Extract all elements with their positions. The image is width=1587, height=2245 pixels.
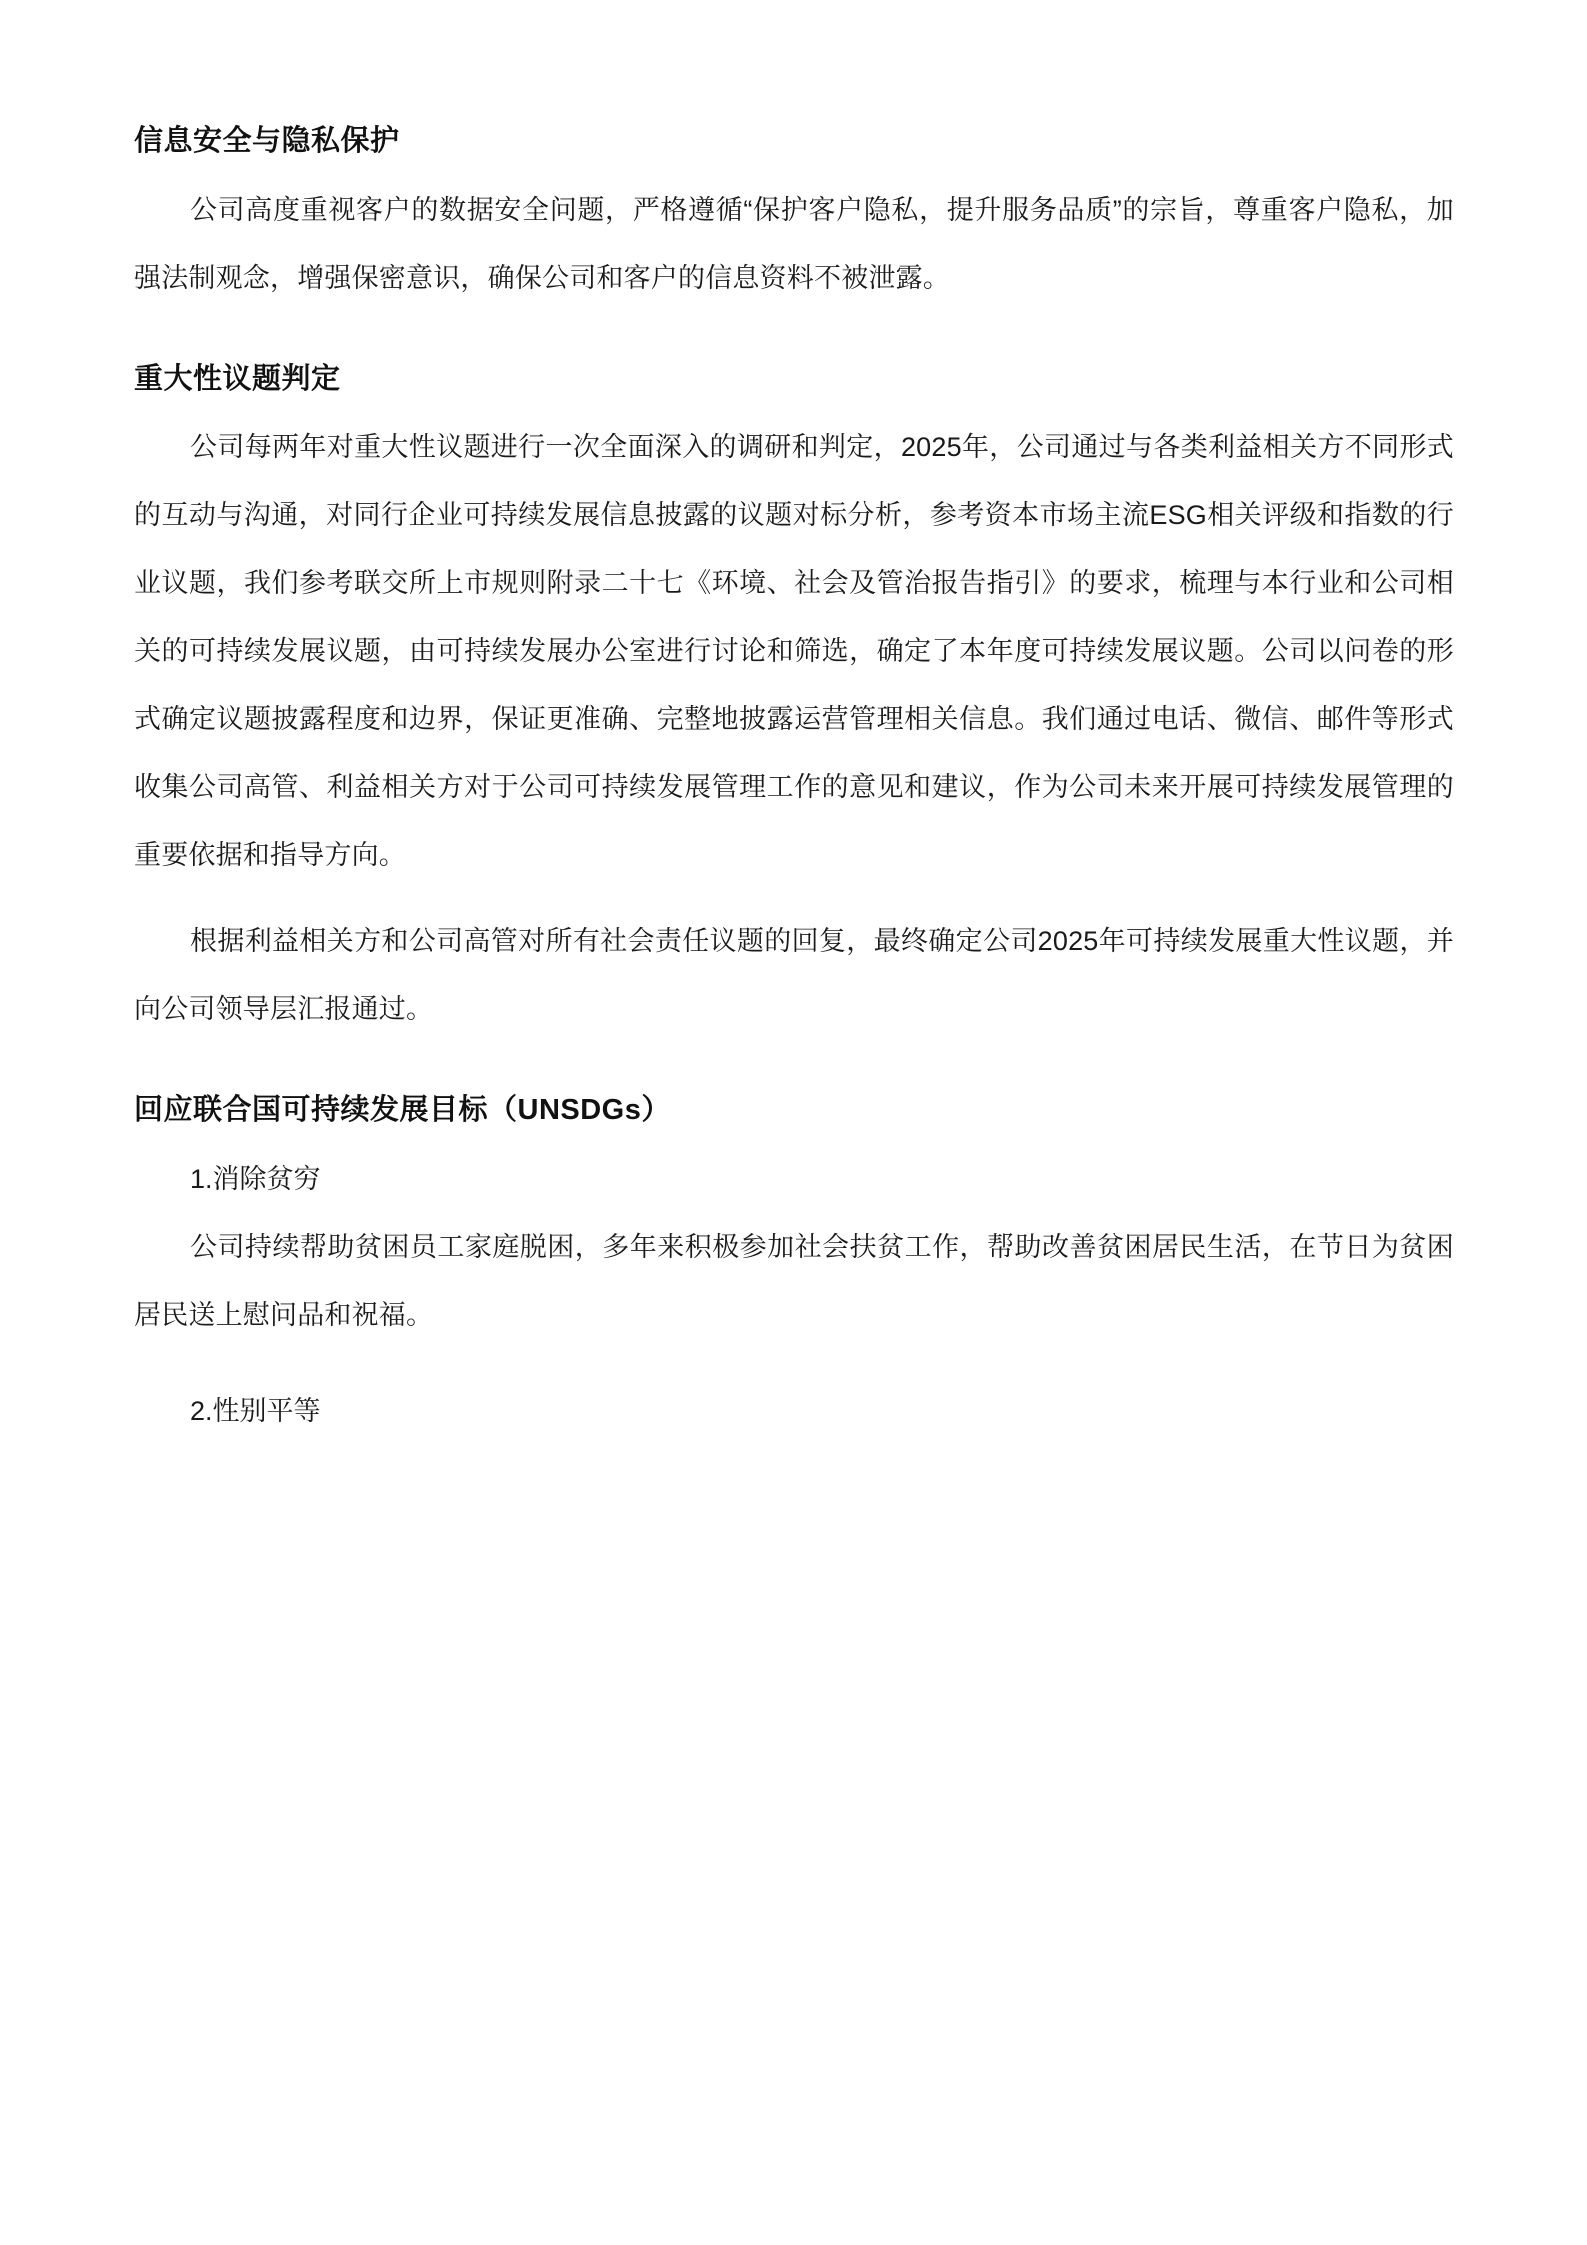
- document-body: [134, 120, 1454, 1445]
- section-information-security: [134, 120, 1454, 312]
- list-item-title: 1.消除贫穷: [190, 1163, 321, 1194]
- paragraph: 公司每两年对重大性议题进行一次全面深入的调研和判定，2025年，公司通过与各类利益相关方不同形式的互动与沟通，对同行企业可持续发展信息披露的议题对标分析，参考资本市场主流ESG相关评级和指数的行业议题，我们参考联交所上市规则附录二十七《环境、社会及管治报告指引》的要求，梳理与本行业和公司相关的可持续发展议题，由可持续发展办公室进行讨论和筛选，确定了本年度可持续发展议题。公司以问卷的形式确定议题披露程度和边界，保证更准确、完整地披露运营管理相关信息。我们通过电话、微信、邮件等形式收集公司高管、利益相关方对于公司可持续发展管理工作的意见和建议，作为公司未来开展可持续发展管理的重要依据和指导方向。: [134, 432, 1454, 870]
- paragraph-spacer: [134, 899, 1454, 907]
- paragraph: 公司持续帮助贫困员工家庭脱困，多年来积极参加社会扶贫工作，帮助改善贫困居民生活，在节日为贫困居民送上慰问品和祝福。: [134, 1231, 1454, 1330]
- paragraph: 根据利益相关方和公司高管对所有社会责任议题的回复，最终确定公司2025年可持续发展重大性议题，并向公司领导层汇报通过。: [134, 926, 1454, 1024]
- section-heading: 回应联合国可持续发展目标（UNSDGs）: [134, 1094, 671, 1126]
- section-heading: 重大性议题判定: [134, 362, 341, 395]
- list-item-title: 2.性别平等: [190, 1395, 321, 1426]
- section-unsdgs: [134, 1089, 1454, 1445]
- section-materiality-assessment: [134, 358, 1454, 1044]
- paragraph-spacer: [134, 1359, 1454, 1377]
- paragraph: 公司高度重视客户的数据安全问题，严格遵循“保护客户隐私，提升服务品质”的宗旨，尊重客户隐私，加强法制观念，增强保密意识，确保公司和客户的信息资料不被泄露。: [134, 194, 1454, 293]
- section-heading: 信息安全与隐私保护: [134, 125, 400, 157]
